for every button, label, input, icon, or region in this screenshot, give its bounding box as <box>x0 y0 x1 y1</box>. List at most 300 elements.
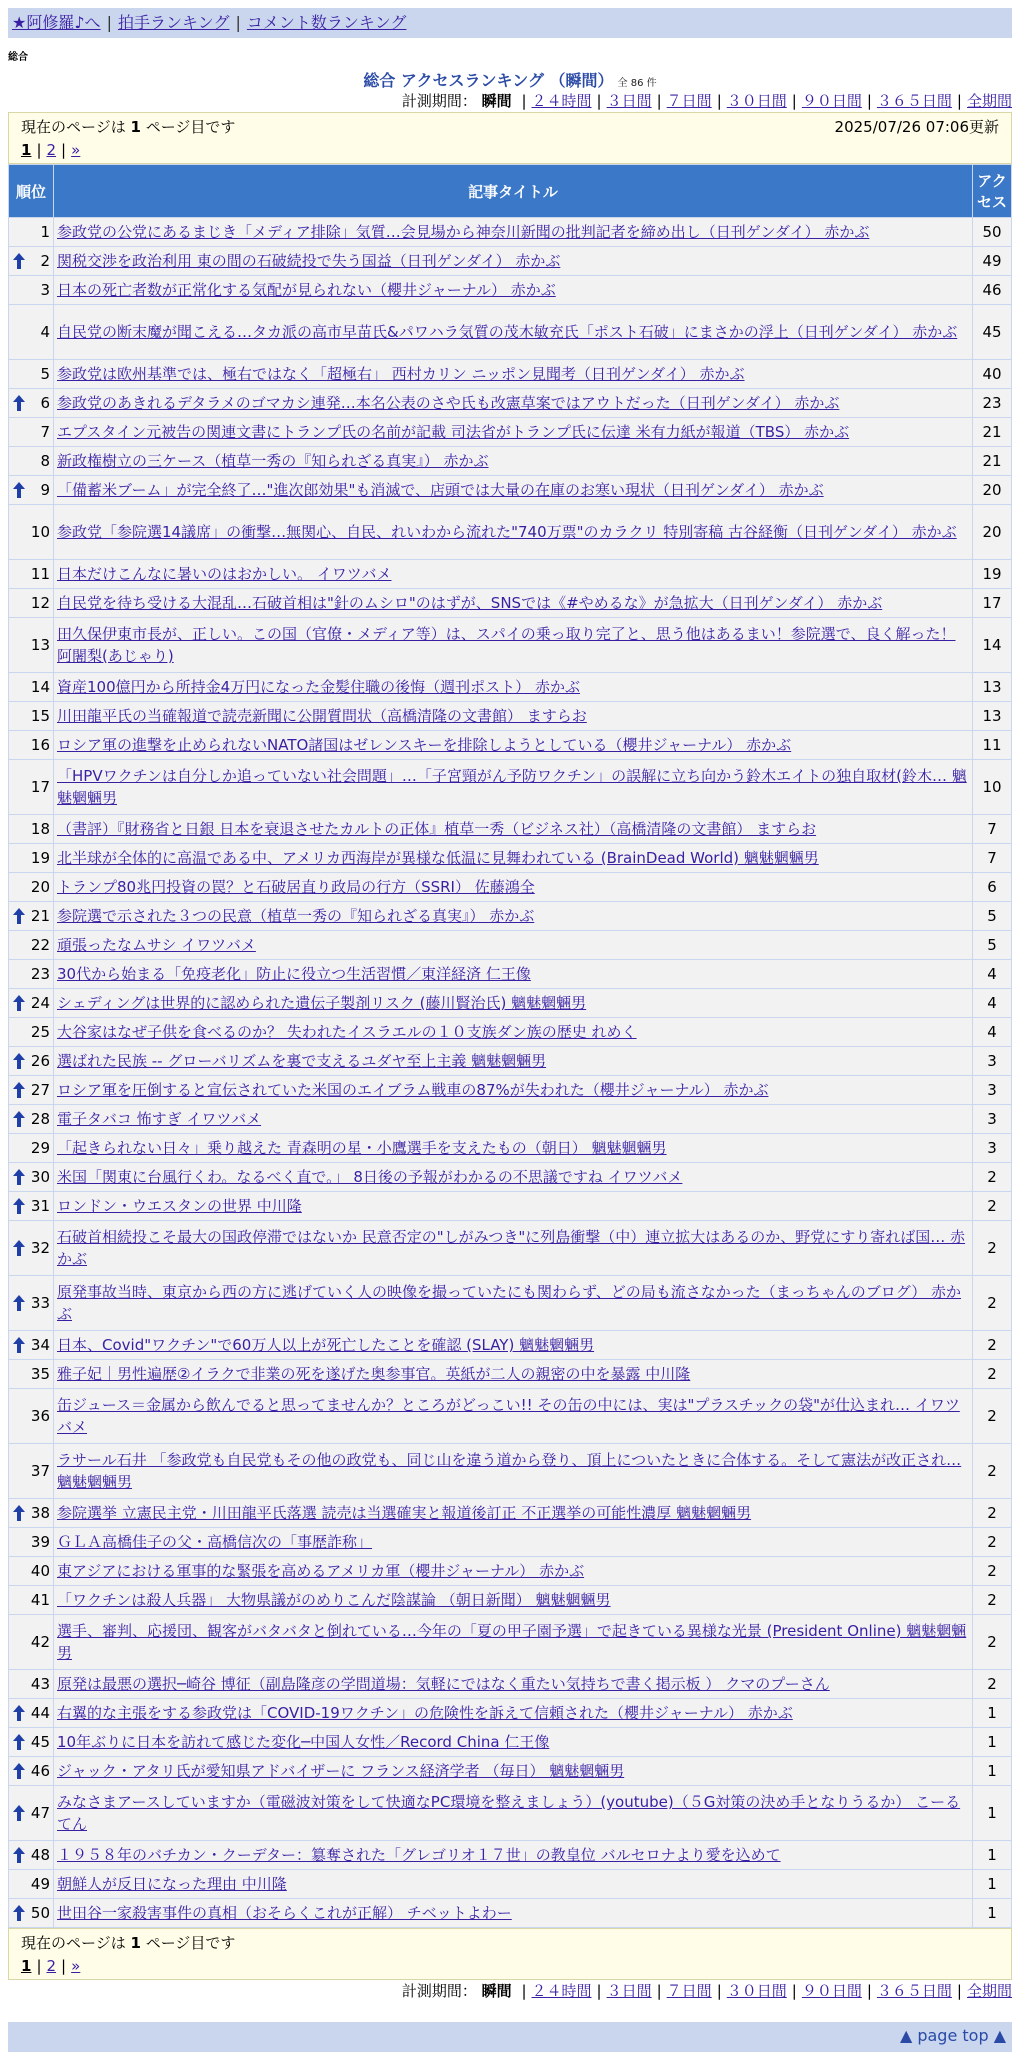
rank-up-arrow-icon <box>13 995 25 1011</box>
rank-number: 46 <box>30 1762 50 1780</box>
article-link[interactable]: 「ワクチンは殺人兵器」 大物県議がのめりこんだ陰謀論 （朝日新聞） 魑魅魍魎男 <box>57 1591 611 1609</box>
article-link[interactable]: 「HPVワクチンは自分しか追っていない社会問題」…「子宮頸がん予防ワクチン」の誤解に立ち向かう鈴木エイトの独自取材(鈴木… 魑魅魍魎男 <box>57 767 967 807</box>
title-cell <box>54 1841 972 1869</box>
period-label: 計測期間： <box>401 92 477 110</box>
rank-cell <box>9 931 53 959</box>
rank-up-arrow-icon <box>13 1169 25 1185</box>
rank-number: 27 <box>30 1081 50 1099</box>
title-cell <box>54 1444 972 1498</box>
rank-cell <box>9 1728 53 1756</box>
ranking-body <box>9 218 1011 1927</box>
rank-number: 7 <box>40 423 50 441</box>
period-link[interactable]: 全期間 <box>966 1982 1012 2000</box>
article-link[interactable]: ラサール石井 「参政党も自民党もその他の政党も、同じ山を違う道から登り、頂上についたときに合体する。そして憲法が改正され… 魑魅魍魎男 <box>57 1451 962 1491</box>
rank-cell <box>9 1786 53 1840</box>
rank-number: 35 <box>30 1365 50 1383</box>
table-row <box>9 931 1011 959</box>
pager-next[interactable]: » <box>71 1957 81 1975</box>
rank-number: 45 <box>30 1733 50 1751</box>
title-cell <box>54 305 972 359</box>
rank-up-arrow-icon <box>13 1505 25 1521</box>
period-link[interactable]: ３０日間 <box>726 1982 787 2000</box>
rank-up-arrow-icon <box>13 1763 25 1779</box>
title-cell <box>54 505 972 559</box>
access-count: 4 <box>973 1018 1011 1046</box>
article-link[interactable]: 参政党「参院選14議席」の衝撃…無関心、自民、れいわから流れた"740万票"のカラクリ 特別寄稿 古谷経衡（日刊ゲンダイ） 赤かぶ <box>57 523 957 541</box>
rank-cell <box>9 1757 53 1785</box>
period-current: 瞬間 <box>481 1982 512 2000</box>
period-links <box>516 1982 1012 2000</box>
article-link[interactable]: 参政党は欧州基準では、極右ではなく「超極右」 西村カリン ニッポン見聞考（日刊ゲンダイ） 赤かぶ <box>57 365 745 383</box>
pager-link[interactable]: 2 <box>46 141 57 159</box>
title-cell <box>54 1615 972 1669</box>
table-row <box>9 1528 1011 1556</box>
title-cell <box>54 1757 972 1785</box>
rank-number: 22 <box>30 936 50 954</box>
rank-up-arrow-icon <box>13 1053 25 1069</box>
rank-cell <box>9 1444 53 1498</box>
title-cell <box>54 1134 972 1162</box>
updated-timestamp: 2025/07/26 07:06更新 <box>834 118 999 136</box>
period-separator: | <box>791 92 797 110</box>
article-link[interactable]: 参政党のあきれるデタラメのゴマカシ連発…本名公表のさや氏も改憲草案ではアウトだった（日刊ゲンダイ） 赤かぶ <box>57 394 840 412</box>
access-count: 1 <box>973 1870 1011 1898</box>
article-link[interactable]: ロシア軍を圧倒すると宣伝されていた米国のエイブラム戦車の87%が失われた（櫻井ジャーナル） 赤かぶ <box>57 1081 769 1099</box>
access-count: 21 <box>973 447 1011 475</box>
period-link[interactable]: ３日間 <box>606 1982 652 2000</box>
page-info-top <box>8 112 1012 164</box>
table-row <box>9 1670 1011 1698</box>
article-link[interactable]: 参政党の公党にあるまじき「メディア排除」気質…会見場から神奈川新聞の批判記者を締め出し（日刊ゲンダイ） 赤かぶ <box>57 223 870 241</box>
rank-up-arrow-icon <box>13 1734 25 1750</box>
article-link[interactable]: トランプ80兆円投資の罠？と石破居直り政局の行方（SSRI） 佐藤鴻全 <box>57 878 535 896</box>
article-link[interactable]: 新政権樹立の三ケース（植草一秀の『知られざる真実』） 赤かぶ <box>57 452 489 470</box>
rank-cell <box>9 1670 53 1698</box>
rank-cell <box>9 1276 53 1330</box>
table-row <box>9 247 1011 275</box>
rank-cell <box>9 1841 53 1869</box>
table-row <box>9 389 1011 417</box>
access-count: 3 <box>973 1134 1011 1162</box>
rank-up-arrow-icon <box>13 1337 25 1353</box>
pager-link[interactable]: 2 <box>46 1957 57 1975</box>
period-link[interactable]: 全期間 <box>966 92 1012 110</box>
table-row <box>9 844 1011 872</box>
access-count: 23 <box>973 389 1011 417</box>
access-count: 1 <box>973 1899 1011 1927</box>
title-cell <box>54 1670 972 1698</box>
table-row <box>9 1018 1011 1046</box>
article-link[interactable]: 電子タバコ 怖すぎ イワツバメ <box>57 1110 262 1128</box>
rank-up-arrow-icon <box>13 908 25 924</box>
rank-number: 1 <box>40 223 50 241</box>
table-row <box>9 1786 1011 1840</box>
title-cell <box>54 247 972 275</box>
rank-cell <box>9 844 53 872</box>
period-link[interactable]: ２４時間 <box>531 92 592 110</box>
rank-number: 17 <box>30 778 50 796</box>
title-cell <box>54 1360 972 1388</box>
period-link[interactable]: ９０日間 <box>801 92 862 110</box>
access-count: 7 <box>973 844 1011 872</box>
article-link[interactable]: 石破首相続投こそ最大の国政停滞ではないか 民意否定の"しがみつき"に列島衝撃（中）連立拡大はあるのか、野党にすり寄れば国… 赤かぶ <box>57 1228 966 1268</box>
rank-number: 38 <box>30 1504 50 1522</box>
article-link[interactable]: 東アジアにおける軍事的な緊張を高めるアメリカ軍（櫻井ジャーナル） 赤かぶ <box>57 1562 585 1580</box>
rank-cell <box>9 1105 53 1133</box>
period-separator: | <box>596 92 602 110</box>
access-count: 1 <box>973 1786 1011 1840</box>
table-row <box>9 1757 1011 1785</box>
rank-cell <box>9 218 53 246</box>
table-row <box>9 1841 1011 1869</box>
rank-number: 19 <box>30 849 50 867</box>
article-link[interactable]: 選手、審判、応援団、観客がバタバタと倒れている…今年の「夏の甲子園予選」で起きている異様な光景 (President Online) 魑魅魍魎男 <box>57 1622 967 1662</box>
access-count: 21 <box>973 418 1011 446</box>
rank-cell <box>9 960 53 988</box>
title-cell <box>54 1276 972 1330</box>
pager-current: 1 <box>21 141 32 159</box>
title-cell <box>54 1899 972 1927</box>
access-count: 2 <box>973 1276 1011 1330</box>
article-link[interactable]: 参院選で示された３つの民意（植草一秀の『知られざる真実』） 赤かぶ <box>57 907 535 925</box>
access-count: 3 <box>973 1047 1011 1075</box>
table-row <box>9 1557 1011 1585</box>
rank-number: 50 <box>30 1904 50 1922</box>
title-cell <box>54 1163 972 1191</box>
rank-number: 12 <box>30 594 50 612</box>
rank-number: 34 <box>30 1336 50 1354</box>
rank-cell <box>9 447 53 475</box>
table-row <box>9 560 1011 588</box>
period-separator: | <box>866 1982 872 2000</box>
period-separator: | <box>791 1982 797 2000</box>
article-link[interactable]: 自民党を待ち受ける大混乱…石破首相は"針のムシロ"のはずが、SNSでは《#やめるな》が急拡大（日刊ゲンダイ） 赤かぶ <box>57 594 883 612</box>
title-cell <box>54 1192 972 1220</box>
article-link[interactable]: 日本、Covid"ワクチン"で60万人以上が死亡したことを確認 (SLAY) 魑魅魍魎男 <box>57 1336 595 1354</box>
page-info-bottom <box>8 1928 1012 1980</box>
pager-next[interactable]: » <box>71 141 81 159</box>
rank-number: 43 <box>30 1675 50 1693</box>
article-link[interactable]: 関税交渉を政治利用 東の間の石破続投で失う国益（日刊ゲンダイ） 赤かぶ <box>57 252 561 270</box>
period-selector-bottom <box>8 1980 1012 2002</box>
title-cell <box>54 760 972 814</box>
rank-number: 14 <box>30 678 50 696</box>
title-cell <box>54 1786 972 1840</box>
rank-number: 40 <box>30 1562 50 1580</box>
title-cell <box>54 618 972 672</box>
table-row <box>9 218 1011 246</box>
title-cell <box>54 702 972 730</box>
rank-up-arrow-icon <box>13 1295 25 1311</box>
article-link[interactable]: 朝鮮人が反日になった理由 中川隆 <box>57 1875 287 1893</box>
access-count: 2 <box>973 1163 1011 1191</box>
access-count: 3 <box>973 1076 1011 1104</box>
nav-separator: | <box>235 13 241 32</box>
rank-cell <box>9 618 53 672</box>
access-count: 2 <box>973 1389 1011 1443</box>
access-count: 50 <box>973 218 1011 246</box>
rank-cell <box>9 1192 53 1220</box>
table-row <box>9 731 1011 759</box>
title-cell <box>54 1389 972 1443</box>
rank-cell <box>9 1699 53 1727</box>
comment-ranking-link[interactable]: コメント数ランキング <box>246 13 407 32</box>
article-link[interactable]: 右翼的な主張をする参政党は「COVID-19ワクチン」の危険性を訴えて信頼された（櫻井ジャーナル） 赤かぶ <box>57 1704 793 1722</box>
table-row <box>9 1728 1011 1756</box>
title-cell <box>54 1586 972 1614</box>
rank-number: 16 <box>30 736 50 754</box>
title-cell <box>54 1018 972 1046</box>
table-row <box>9 1276 1011 1330</box>
period-separator: | <box>956 92 962 110</box>
article-link[interactable]: 米国「関東に台風行くわ。なるべく直で。」 8日後の予報がわかるの不思議ですね イワツバメ <box>57 1168 683 1186</box>
rank-cell <box>9 1899 53 1927</box>
access-count: 10 <box>973 760 1011 814</box>
rank-cell <box>9 1557 53 1585</box>
rank-number: 21 <box>30 907 50 925</box>
period-link[interactable]: ２４時間 <box>531 1982 592 2000</box>
rank-up-arrow-icon <box>13 1805 25 1821</box>
rank-cell <box>9 560 53 588</box>
article-link[interactable]: ロンドン・ウエスタンの世界 中川隆 <box>57 1197 302 1215</box>
title-cell <box>54 1331 972 1359</box>
period-label: 計測期間： <box>401 1982 477 2000</box>
period-separator: | <box>521 92 527 110</box>
page-title <box>8 68 1012 90</box>
rank-cell <box>9 1870 53 1898</box>
pager-separator: | <box>36 1957 42 1975</box>
title-cell <box>54 447 972 475</box>
title-cell <box>54 1528 972 1556</box>
table-row <box>9 815 1011 843</box>
article-link[interactable]: ロシア軍の進撃を止められないNATO諸国はゼレンスキーを排除しようとしている（櫻井ジャーナル） 赤かぶ <box>57 736 792 754</box>
title-cell <box>54 1557 972 1585</box>
article-link[interactable]: 原発事故当時、東京から西の方に逃げていく人の映像を撮っていたにも関わらず、どの局も流さなかった（まっちゃんのブログ） 赤かぶ <box>57 1283 962 1323</box>
title-cell <box>54 960 972 988</box>
rank-cell <box>9 1134 53 1162</box>
period-link[interactable]: ３０日間 <box>726 92 787 110</box>
access-count: 13 <box>973 702 1011 730</box>
rank-number: 31 <box>30 1197 50 1215</box>
access-count: 13 <box>973 673 1011 701</box>
article-link[interactable]: 日本だけこんなに暑いのはおかしい。 イワツバメ <box>57 565 392 583</box>
rank-number: 36 <box>30 1407 50 1425</box>
period-separator: | <box>656 1982 662 2000</box>
pager-separator: | <box>61 141 67 159</box>
title-cell <box>54 931 972 959</box>
title-cell <box>54 276 972 304</box>
access-count: 6 <box>973 873 1011 901</box>
article-link[interactable]: 川田龍平氏の当確報道で読売新聞に公開質問状（高橋清隆の文書館） ますらお <box>57 707 587 725</box>
rank-number: 2 <box>40 252 50 270</box>
rank-cell <box>9 702 53 730</box>
article-link[interactable]: 頑張ったなムサシ イワツバメ <box>57 936 256 954</box>
period-separator: | <box>956 1982 962 2000</box>
article-link[interactable]: ジャック・アタリ氏が愛知県アドバイザーに フランス経済学者 （毎日） 魑魅魍魎男 <box>57 1762 625 1780</box>
rank-cell <box>9 247 53 275</box>
current-page-text: 現在のページは 1 ページ目です <box>21 118 236 136</box>
title-cell <box>54 560 972 588</box>
table-row <box>9 360 1011 388</box>
rank-number: 25 <box>30 1023 50 1041</box>
title-cell <box>54 1499 972 1527</box>
title-cell <box>54 989 972 1017</box>
article-link[interactable]: 原発は最悪の選択─崎谷 博征（副島隆彦の学問道場：気軽にではなく重たい気持ちで書く掲示板 ） クマのプーさん <box>57 1675 830 1693</box>
table-row <box>9 589 1011 617</box>
table-row <box>9 1047 1011 1075</box>
table-row <box>9 1163 1011 1191</box>
top-nav-bar <box>8 8 1012 38</box>
rank-cell <box>9 1047 53 1075</box>
access-count: 5 <box>973 931 1011 959</box>
article-link[interactable]: 30代から始まる「免疫老化」防止に役立つ生活習慣／東洋経済 仁王像 <box>57 965 531 983</box>
rank-number: 26 <box>30 1052 50 1070</box>
access-count: 3 <box>973 1105 1011 1133</box>
table-row <box>9 760 1011 814</box>
rank-cell <box>9 276 53 304</box>
access-count: 5 <box>973 902 1011 930</box>
access-count: 1 <box>973 1699 1011 1727</box>
access-count: 2 <box>973 1586 1011 1614</box>
access-count: 11 <box>973 731 1011 759</box>
rank-cell <box>9 505 53 559</box>
period-current: 瞬間 <box>481 92 512 110</box>
period-link[interactable]: ９０日間 <box>801 1982 862 2000</box>
rank-number: 15 <box>30 707 50 725</box>
table-row <box>9 1699 1011 1727</box>
access-count: 2 <box>973 1670 1011 1698</box>
rank-cell <box>9 305 53 359</box>
pager <box>21 139 999 163</box>
article-link[interactable]: 資産100億円から所持金4万円になった金髪住職の後悔（週刊ポスト） 赤かぶ <box>57 678 580 696</box>
rank-number: 48 <box>30 1846 50 1864</box>
title-cell <box>54 873 972 901</box>
pager-separator: | <box>36 141 42 159</box>
rank-number: 41 <box>30 1591 50 1609</box>
article-link[interactable]: 10年ぶりに日本を訪れて感じた変化─中国人女性／Record China 仁王像 <box>57 1733 550 1751</box>
article-link[interactable]: １９５８年のバチカン・クーデター：簒奪された「グレゴリオ１７世」の教皇位 バルセロナより愛を込めて <box>57 1846 781 1864</box>
access-count: 20 <box>973 476 1011 504</box>
rank-cell <box>9 1615 53 1669</box>
header-rank: 順位 <box>9 165 53 217</box>
period-link[interactable]: ７日間 <box>666 1982 712 2000</box>
title-cell <box>54 1221 972 1275</box>
access-count: 46 <box>973 276 1011 304</box>
rank-number: 30 <box>30 1168 50 1186</box>
period-link[interactable]: ７日間 <box>666 92 712 110</box>
rank-number: 18 <box>30 820 50 838</box>
rank-number: 11 <box>30 565 50 583</box>
article-link[interactable]: 「備蓄米ブーム」が完全終了…"進次郎効果"も消滅で、店頭では大量の在庫のお寒い現状（日刊ゲンダイ） 赤かぶ <box>57 481 824 499</box>
clap-ranking-link[interactable]: 拍手ランキング <box>117 13 230 32</box>
table-row <box>9 1076 1011 1104</box>
rank-up-arrow-icon <box>13 1111 25 1127</box>
table-row <box>9 305 1011 359</box>
access-count: 1 <box>973 1841 1011 1869</box>
rank-cell <box>9 1586 53 1614</box>
table-row <box>9 673 1011 701</box>
article-link[interactable]: 日本の死亡者数が正常化する気配が見られない（櫻井ジャーナル） 赤かぶ <box>57 281 556 299</box>
article-link[interactable]: 田久保伊東市長が、正しい。この国（官僚・メディア等）は、スパイの乗っ取り完了と、思う他はあるまい！参院選で、良く解った！ 阿闍梨(あじゃり) <box>57 625 956 665</box>
rank-number: 42 <box>30 1633 50 1651</box>
rank-number: 5 <box>40 365 50 383</box>
title-cell <box>54 673 972 701</box>
rank-up-arrow-icon <box>13 395 25 411</box>
rank-number: 39 <box>30 1533 50 1551</box>
access-count: 2 <box>973 1615 1011 1669</box>
rank-up-arrow-icon <box>13 1905 25 1921</box>
pager-current: 1 <box>21 1957 32 1975</box>
rank-up-arrow-icon <box>13 253 25 269</box>
title-cell <box>54 1870 972 1898</box>
article-link[interactable]: 選ばれた民族 -- グローバリズムを裏で支えるユダヤ至上主義 魑魅魍魎男 <box>57 1052 547 1070</box>
article-link[interactable]: エプスタイン元被告の関連文書にトランプ氏の名前が記載 司法省がトランプ氏に伝達 米有力紙が報道（TBS） 赤かぶ <box>57 423 850 441</box>
article-link[interactable]: （書評）『財務省と日銀 日本を衰退させたカルトの正体』植草一秀（ビジネス社）（高橋清隆の文書館） ますらお <box>57 820 817 838</box>
period-link[interactable]: ３日間 <box>606 92 652 110</box>
table-row <box>9 1899 1011 1927</box>
rank-cell <box>9 873 53 901</box>
article-link[interactable]: 大谷家はなぜ子供を食べるのか？ 失われたイスラエルの１０支族ダン族の歴史 れめく <box>57 1023 637 1041</box>
rank-number: 28 <box>30 1110 50 1128</box>
title-cell <box>54 1047 972 1075</box>
period-link[interactable]: ３６５日間 <box>876 92 952 110</box>
article-link[interactable]: 北半球が全体的に高温である中、アメリカ西海岸が異様な低温に見舞われている (BrainDead World) 魑魅魍魎男 <box>57 849 819 867</box>
article-link[interactable]: 「起きられない日々」乗り越えた 青森明の星・小鷹選手を支えたもの（朝日） 魑魅魍魎男 <box>57 1139 667 1157</box>
rank-cell <box>9 1389 53 1443</box>
rank-number: 32 <box>30 1239 50 1257</box>
rank-number: 3 <box>40 281 50 299</box>
total-count: 全 86 件 <box>617 78 657 89</box>
article-link[interactable]: 世田谷一家殺害事件の真相（おそらくこれが正解） チベットよわー <box>57 1904 512 1922</box>
title-cell <box>54 1699 972 1727</box>
page-top-link[interactable]: ▲ page top ▲ <box>899 2026 1006 2045</box>
access-count: 14 <box>973 618 1011 672</box>
article-link[interactable]: 缶ジュース＝金属から飲んでると思ってませんか？ところがどっこい!! その缶の中には、実は"プラスチックの袋"が仕込まれ… イワツバメ <box>57 1396 960 1436</box>
rank-up-arrow-icon <box>13 1705 25 1721</box>
category-label: 総合 <box>8 52 28 63</box>
rank-cell <box>9 418 53 446</box>
page-title-text: 総合 アクセスランキング （瞬間） <box>363 71 614 90</box>
article-link[interactable]: 自民党の断末魔が聞こえる…タカ派の高市早苗氏&パワハラ気質の茂木敏充氏「ポスト石破」にまさかの浮上（日刊ゲンダイ） 赤かぶ <box>57 323 958 341</box>
rank-cell <box>9 476 53 504</box>
article-link[interactable]: みなさまアースしていますか（電磁波対策をして快適なPC環境を整えましょう）(youtube)（５G対策の決め手となりうるか） こーるてん <box>57 1793 961 1833</box>
rank-cell <box>9 989 53 1017</box>
home-link[interactable]: ★阿修羅♪へ <box>12 13 101 32</box>
article-link[interactable]: 参院選挙 立憲民主党・川田龍平氏落選 読売は当選確実と報道後訂正 不正選挙の可能性濃厚 魑魅魍魎男 <box>57 1504 752 1522</box>
access-count: 7 <box>973 815 1011 843</box>
rank-number: 8 <box>40 452 50 470</box>
access-count: 49 <box>973 247 1011 275</box>
rank-up-arrow-icon <box>13 482 25 498</box>
table-row <box>9 960 1011 988</box>
article-link[interactable]: シェディングは世界的に認められた遺伝子製剤リスク (藤川賢治氏) 魑魅魍魎男 <box>57 994 587 1012</box>
rank-number: 37 <box>30 1462 50 1480</box>
article-link[interactable]: 雅子妃｜男性遍歴②イラクで非業の死を遂げた奥参事官。英紙が二人の親密の中を暴露 中川隆 <box>57 1365 691 1383</box>
title-cell <box>54 589 972 617</box>
table-row <box>9 418 1011 446</box>
rank-number: 9 <box>40 481 50 499</box>
rank-cell <box>9 1221 53 1275</box>
access-count: 40 <box>973 360 1011 388</box>
rank-up-arrow-icon <box>13 1240 25 1256</box>
period-link[interactable]: ３６５日間 <box>876 1982 952 2000</box>
article-link[interactable]: ＧＬＡ高橋佳子の父・高橋信次の「事歴詐称」 <box>57 1533 373 1551</box>
rank-cell <box>9 1076 53 1104</box>
rank-number: 10 <box>30 523 50 541</box>
rank-up-arrow-icon <box>13 1082 25 1098</box>
table-row <box>9 1389 1011 1443</box>
rank-cell <box>9 1360 53 1388</box>
